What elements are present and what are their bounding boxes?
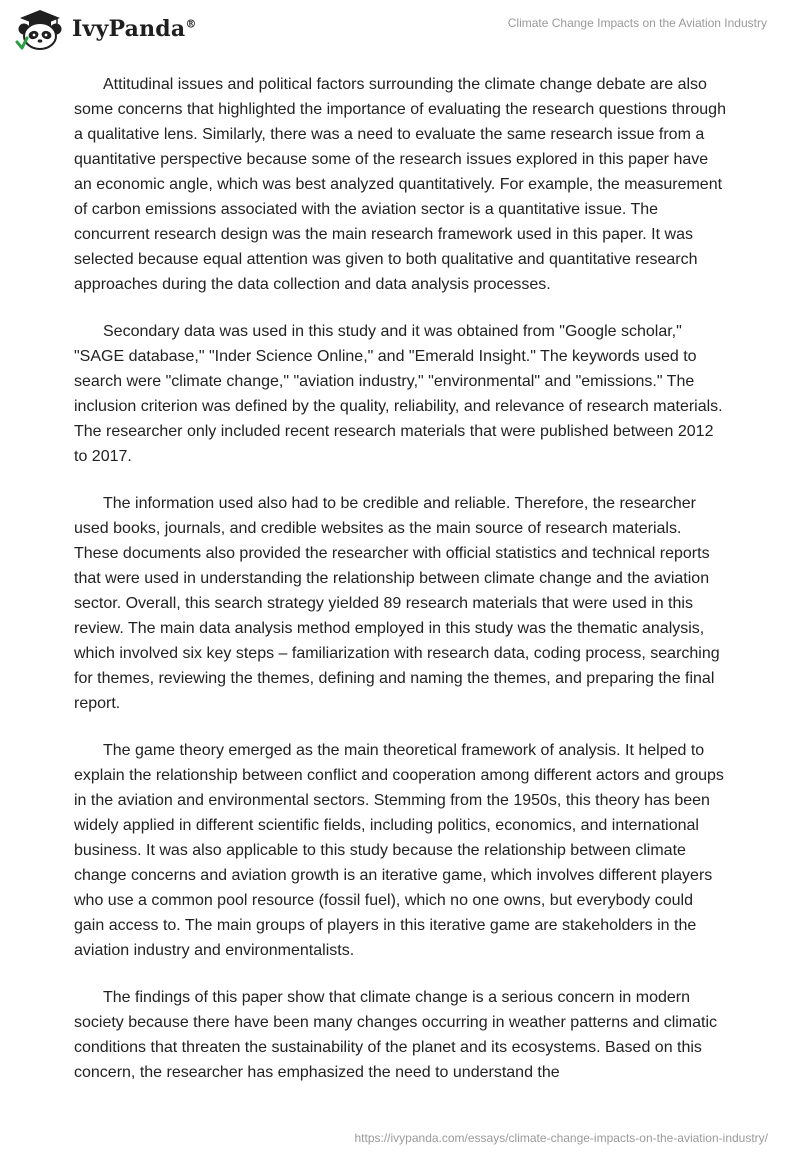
paragraph: Attitudinal issues and political factors surrounding the climate change debate are also some concerns that highlighted the importance of evaluating the research questions through a qualitative lens. Similarly, there was a need to evaluate the same research issue from a quantitative perspective because some of the research issues explored in this paper have an economic angle, which was best analyzed quantitatively. For example, the measurement of carbon emissions associated with the aviation sector is a quantitative issue. The concurrent research design was the main research framework used in this paper. It was selected because equal attention was given to both qualitative and quantitative research approaches during the data collection and data analysis processes. (74, 76, 726, 293)
paragraph: Secondary data was used in this study and it was obtained from "Google scholar," "SAGE database," "Inder Science Online," and "Emerald Insight." The keywords used to search were "climate change," "aviation industry," "environmental" and "emissions." The inclusion criterion was defined by the quality, reliability, and relevance of research materials. The researcher only included recent research materials that were published between 2012 to 2017. (74, 323, 723, 465)
document-title: Climate Change Impacts on the Aviation Industry (507, 16, 767, 30)
paragraph: The findings of this paper show that climate change is a serious concern in modern society because there have been many changes occurring in weather patterns and climatic conditions that threaten the sustainability of the planet and its ecosystems. Based on this concern, the researcher has emphasized the need to understand the (74, 989, 718, 1081)
page-header (0, 0, 800, 70)
paragraph: The game theory emerged as the main theoretical framework of analysis. It helped to explain the relationship between conflict and cooperation among different actors and groups in the aviation and environmental sectors. Stemming from the 1950s, this theory has been widely applied in different scientific fields, including politics, economics, and international business. It was also applicable to this study because the relationship between climate change concerns and aviation growth is an iterative game, which involves different players who use a common pool resource (fossil fuel), which no one owns, but everybody could gain access to. The main groups of players in this iterative game are stakeholders in the aviation industry and environmentalists. (74, 742, 724, 959)
essay-body (74, 72, 726, 1107)
registered-mark: ® (185, 17, 197, 31)
ivypanda-logo[interactable] (14, 8, 197, 50)
panda-graduate-icon (14, 8, 66, 50)
paragraph: The information used also had to be credible and reliable. Therefore, the researcher used books, journals, and credible websites as the main source of research materials. These documents also provided the researcher with official statistics and technical reports that were used in understanding the relationship between climate change and the aviation sector. Overall, this search strategy yielded 89 research materials that were used in this review. The main data analysis method employed in this study was the thematic analysis, which involved six key steps – familiarization with research data, coding process, searching for themes, reviewing the themes, defining and naming the themes, and preparing the final report. (74, 495, 720, 712)
source-url[interactable]: https://ivypanda.com/essays/climate-change-impacts-on-the-aviation-industry/ (354, 1131, 768, 1145)
brand-name: IvyPanda® (72, 16, 197, 42)
